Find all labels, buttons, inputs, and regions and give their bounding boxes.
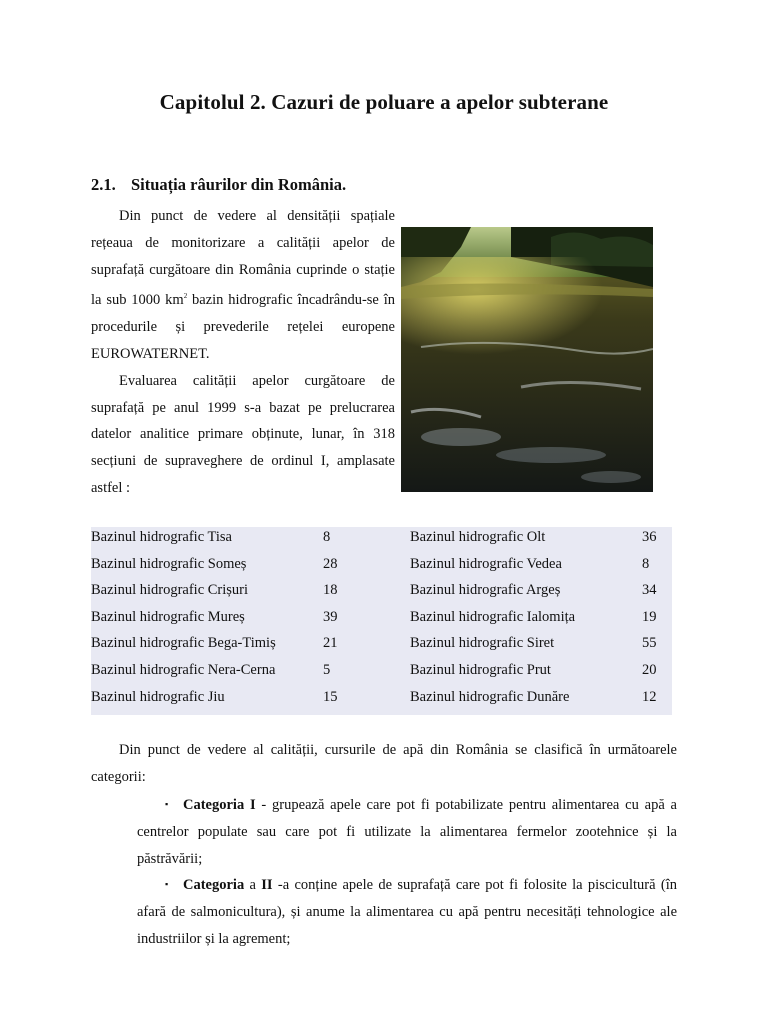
section-number: 2.1. [91,175,116,194]
basin-count: 12 [642,688,657,705]
basin-name: Bazinul hidrografic Prut [410,662,551,678]
basin-name: Bazinul hidrografic Argeș [410,582,561,599]
category-2-roman: II [261,877,273,893]
bullet-icon: ▪ [165,879,169,889]
intro-paragraph-1-text: Din punct de vedere al densității spațiale rețeaua de monitorizare a calității apelor de suprafață curgătoare din România cuprinde o stație la sub 1000 km [91,208,395,309]
basin-name: Bazinul hidrografic Siret [410,635,555,652]
basin-name: Bazinul hidrografic Tisa [91,529,232,545]
basin-name: Bazinul hidrografic Mureș [91,608,245,625]
basins-table [91,527,672,715]
basin-count: 19 [642,608,657,625]
quality-paragraph: Din punct de vedere al calității, cursurile de apă din România se clasifică în următoarele categorii: [91,742,677,785]
category-2-label-mid: a [244,877,262,893]
category-1-text: - grupează apele care pot fi potabilizate pentru alimentarea cu apă a centrelor populate sau care pot fi utilizate la alimentarea fermelor zootehnice și la păstrăvării; [137,797,677,867]
basin-count: 20 [642,662,657,678]
bullet-icon: ▪ [165,799,169,809]
basin-count: 8 [323,529,331,545]
basin-count: 36 [642,529,657,545]
category-2-label: Categoria [183,877,245,893]
basin-name: Bazinul hidrografic Vedea [410,555,562,572]
basin-name: Bazinul hidrografic Bega-Timiș [91,635,276,652]
basin-count: 18 [323,582,338,599]
intro-paragraph-1-text-end: bazin hidrografic încadrându-se în procedurile și prevederile rețelei europene EUROWATERNET. [91,292,395,362]
river-photo [401,227,653,492]
basin-count: 21 [323,635,338,652]
basin-count: 5 [323,662,331,678]
chapter-title: Capitolul 2. Cazuri de poluare a apelor subterane [159,90,609,114]
superscript-2: 2 [183,292,188,301]
category-2 [137,871,677,953]
basin-count: 55 [642,635,657,652]
basin-count: 8 [642,555,650,572]
basin-name: Bazinul hidrografic Ialomița [410,608,576,625]
category-2-text: -a conține apele de suprafață care pot fi folosite la piscicultură (în afară de salmonicultura), și anume la alimentarea cu apă pentru necesități tehnologice ale industriilor și la agrement; [137,877,677,947]
intro-paragraph-1 [91,203,395,368]
section-heading [91,175,346,195]
section-title: Situația râurilor din România. [131,175,347,194]
basin-name: Bazinul hidrografic Dunăre [410,688,570,705]
basin-count: 28 [323,555,338,572]
basin-name: Bazinul hidrografic Nera-Cerna [91,662,276,678]
category-1 [137,791,677,873]
category-1-label: Categoria I [183,797,256,813]
basin-count: 39 [323,608,338,625]
basin-count: 34 [642,582,657,599]
basin-name: Bazinul hidrografic Jiu [91,688,225,705]
basin-name: Bazinul hidrografic Crișuri [91,582,249,599]
intro-paragraph-2: Evaluarea calității apelor curgătoare de suprafață pe anul 1999 s-a bazat pe prelucrarea datelor analitice primare obținute, lunar, în 318 secțiuni de supraveghere de ordinul I, amplasate astfel : [91,372,395,496]
basin-name: Bazinul hidrografic Someș [91,555,247,572]
basin-name: Bazinul hidrografic Olt [410,529,546,545]
basin-count: 15 [323,688,338,705]
intro-text [91,203,395,502]
